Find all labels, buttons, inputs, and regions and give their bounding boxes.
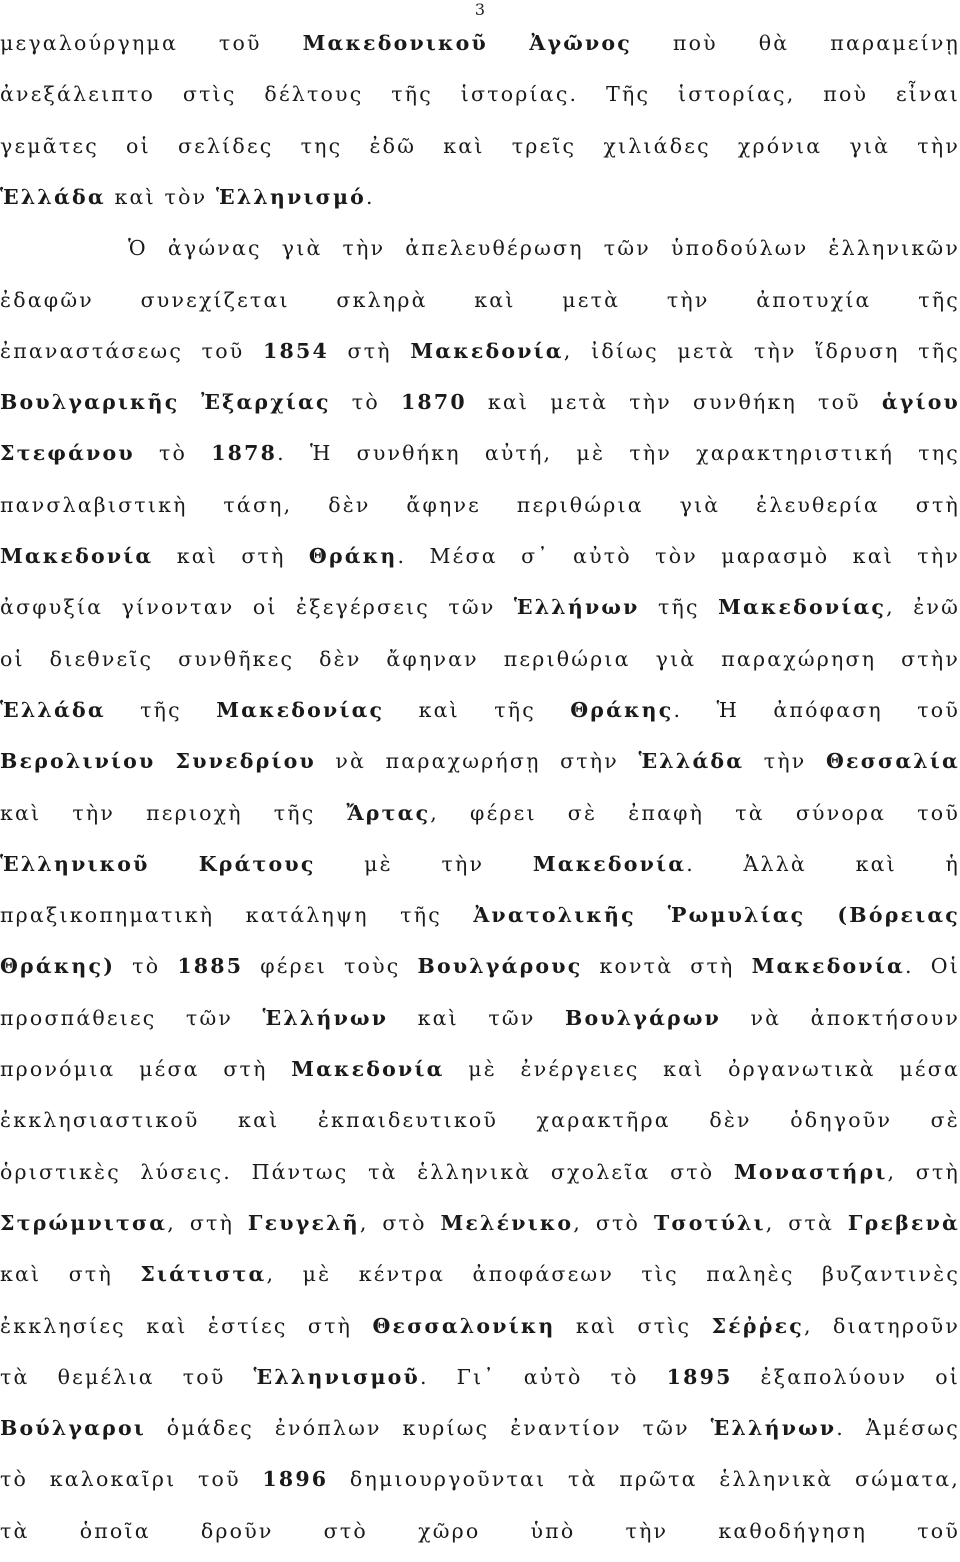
bold-term: Θεσσαλία	[825, 749, 960, 774]
text-run: κοντὰ στὴ	[582, 954, 752, 979]
text-run: καὶ τὸν	[105, 184, 217, 209]
text-line	[0, 1518, 960, 1544]
text-line	[0, 1466, 960, 1492]
bold-term: Ἑλληνισμό	[216, 184, 367, 209]
bold-term: Μελένικο	[440, 1210, 574, 1235]
bold-term: 1878	[211, 441, 278, 466]
text-run: καὶ τῶν	[388, 1005, 565, 1030]
bold-term: Ἑλληνισμοῦ	[253, 1364, 420, 1389]
text-line	[0, 1107, 960, 1133]
text-run: ἐκκλησίες καὶ ἑστίες στὴ	[0, 1313, 373, 1338]
text-run: καὶ στὴ	[153, 544, 309, 568]
text-run: . Οἱ	[904, 954, 960, 979]
text-run: τὸ καλοκαῖρι τοῦ	[0, 1467, 263, 1492]
bold-term: Ἄρτας	[346, 800, 431, 825]
bold-term: Μακεδονίας	[216, 697, 385, 722]
text-run: τὰ ὁποῖα δροῦν στὸ χῶρο ὑπὸ τὴν καθοδήγηση τοῦ	[0, 1518, 960, 1543]
text-line	[0, 800, 960, 826]
text-run: ἀνεξάλειπτο στὶς δέλτους τῆς ἱστορίας. Τῆς ἱστορίας, ποὺ εἶναι	[0, 82, 960, 107]
bold-term: 1870	[400, 390, 467, 415]
text-line	[128, 235, 960, 261]
text-run: .	[366, 184, 375, 209]
text-run: , φέρει σὲ ἐπαφὴ τὰ σύνορα τοῦ	[430, 800, 960, 825]
text-run: μὲ τὴν	[315, 851, 533, 876]
text-line	[0, 30, 960, 56]
bold-term: Μακεδονίας	[718, 595, 887, 620]
bold-term: Βουλγαρικῆς Ἐξαρχίας	[0, 390, 331, 415]
text-line	[0, 1415, 960, 1441]
text-line	[0, 1261, 960, 1287]
text-run: πανσλαβιστικὴ τάση, δὲν ἄφηνε περιθώρια γιὰ ἐλευθερία στὴ	[0, 492, 960, 517]
bold-term: Θράκη	[308, 544, 398, 568]
text-line	[0, 594, 960, 620]
bold-term: Βερολινίου Συνεδρίου	[0, 749, 316, 774]
bold-term: Μακεδονία	[532, 851, 687, 876]
text-run: δημιουργοῦνται τὰ πρῶτα ἑλληνικὰ σώματα,	[328, 1467, 960, 1492]
bold-term: 1896	[262, 1467, 329, 1492]
text-line	[0, 338, 960, 364]
text-run: μεγαλούργημα τοῦ	[0, 31, 303, 55]
text-line	[0, 389, 960, 415]
text-run: στὴ	[328, 338, 411, 363]
bold-term: Μακεδονικοῦ Ἀγῶνος	[302, 31, 632, 55]
bold-term: Ἑλλήνων	[513, 595, 640, 620]
text-run: καὶ στὶς	[555, 1313, 712, 1338]
text-line	[0, 1005, 960, 1031]
text-line	[0, 133, 960, 159]
bold-term: Θράκης	[570, 697, 674, 722]
text-run: προσπάθειες τῶν	[0, 1005, 263, 1030]
text-run: νὰ ἀποκτήσουν	[721, 1005, 960, 1030]
bold-term: Ἑλλήνων	[262, 1005, 389, 1030]
text-run: τὰ θεμέλια τοῦ	[0, 1364, 254, 1389]
text-run: φέρει τοὺς	[243, 954, 418, 979]
text-run: , στὰ	[765, 1210, 848, 1235]
text-line	[0, 902, 960, 928]
text-run: ποὺ θὰ παραμείνῃ	[631, 31, 960, 55]
bold-term: Θεσσαλονίκη	[372, 1313, 556, 1338]
text-line	[0, 81, 960, 107]
text-run: , ἐνῶ	[886, 595, 960, 620]
text-line	[0, 1364, 960, 1390]
text-line	[0, 953, 960, 979]
text-run: καὶ τὴν περιοχὴ τῆς	[0, 800, 347, 825]
bold-term: Βουλγάρων	[564, 1005, 722, 1030]
bold-term: Μακεδονία	[291, 1057, 445, 1081]
bold-term: Μακεδονία	[751, 954, 905, 979]
bold-term: Στρώμνιτσα	[0, 1210, 168, 1235]
text-run: , μὲ κέντρα ἀποφάσεων τὶς παληὲς βυζαντινὲς	[266, 1262, 960, 1287]
bold-term: Γρεβενὰ	[847, 1210, 960, 1235]
text-run: οἱ διεθνεῖς συνθῆκες δὲν ἄφηναν περιθώρια γιὰ παραχώρηση στὴν	[0, 646, 960, 671]
bold-term: Γευγελῆ	[247, 1210, 360, 1235]
text-line	[0, 1210, 960, 1236]
text-run: νὰ παραχωρήσῃ στὴν	[315, 749, 639, 774]
text-line	[0, 440, 960, 466]
text-run: , ἰδίως μετὰ τὴν ἵδρυση τῆς	[563, 338, 960, 363]
text-line	[0, 1313, 960, 1339]
text-run: πραξικοπηματικὴ κατάληψη τῆς	[0, 903, 474, 928]
text-line	[0, 748, 960, 774]
bold-term: Στεφάνου	[0, 441, 135, 466]
text-run: , στὸ	[573, 1210, 654, 1235]
text-run: καὶ μετὰ τὴν συνθήκη τοῦ	[466, 390, 882, 415]
bold-term: 1854	[263, 338, 329, 363]
bold-term: Ἑλλάδα	[0, 697, 106, 722]
text-run: μὲ ἐνέργειες καὶ ὀργανωτικὰ μέσα	[444, 1057, 960, 1081]
bold-term: 1885	[177, 954, 244, 979]
bold-term: Ἑλλάδα	[638, 749, 745, 774]
text-run: ὁριστικὲς λύσεις. Πάντως τὰ ἑλληνικὰ σχολεῖα στὸ	[0, 1159, 734, 1184]
text-line	[0, 492, 960, 518]
bold-term: Βούλγαροι	[0, 1416, 146, 1441]
text-run: καὶ στὴ	[0, 1262, 141, 1287]
text-run: ἐκκλησιαστικοῦ καὶ ἐκπαιδευτικοῦ χαρακτῆρα δὲν ὁδηγοῦν σὲ	[0, 1108, 960, 1133]
bold-term: 1895	[666, 1364, 733, 1389]
text-line	[0, 697, 960, 723]
page-number: 3	[474, 0, 486, 19]
text-line	[0, 287, 960, 313]
text-run: Ὁ ἀγώνας γιὰ τὴν ἀπελευθέρωση τῶν ὑποδούλων ἑλληνικῶν	[128, 236, 960, 261]
bold-term: Μακεδονία	[410, 338, 564, 363]
text-run: καὶ τῆς	[384, 697, 571, 722]
text-line	[0, 184, 960, 210]
text-run: ἀσφυξία γίνονταν οἱ ἐξεγέρσεις τῶν	[0, 595, 514, 620]
text-run: τὸ	[115, 954, 178, 979]
text-run: τῆς	[639, 595, 719, 620]
text-run: , στὸ	[359, 1210, 441, 1235]
bold-term: Θράκης)	[0, 954, 116, 979]
text-run: τὴν	[744, 749, 826, 774]
bold-term: Ἑλλάδα	[0, 184, 106, 209]
text-line	[0, 543, 960, 569]
text-run: γεμᾶτες οἱ σελίδες της ἐδῶ καὶ τρεῖς χιλιάδες χρόνια γιὰ τὴν	[0, 133, 960, 158]
text-run: ἐδαφῶν συνεχίζεται σκληρὰ καὶ μετὰ τὴν ἀποτυχία τῆς	[0, 287, 960, 312]
text-run: . Ἀμέσως	[836, 1416, 960, 1441]
text-line	[0, 1159, 960, 1185]
bold-term: Μακεδονία	[0, 544, 154, 568]
bold-term: ἁγίου	[881, 390, 960, 415]
text-line	[0, 1056, 960, 1082]
text-run: . Γι᾽ αὐτὸ τὸ	[419, 1364, 667, 1389]
text-run: . Μέσα σ᾽ αὐτὸ τὸν μαρασμὸ καὶ τὴν	[397, 544, 960, 568]
text-run: τὸ	[330, 390, 401, 415]
bold-term: Μοναστήρι	[733, 1159, 888, 1184]
bold-term: Βουλγάρους	[417, 954, 583, 979]
text-run: ἐξαπολύουν οἱ	[732, 1364, 960, 1389]
bold-term: Σέῤῥες	[711, 1313, 804, 1338]
text-line	[0, 851, 960, 877]
text-run: . Ἡ συνθήκη αὐτή, μὲ τὴν χαρακτηριστική της	[277, 441, 960, 466]
text-run: ὁμάδες ἐνόπλων κυρίως ἐναντίον τῶν	[145, 1416, 711, 1441]
bold-term: Ἀνατολικῆς Ῥωμυλίας (Βόρειας	[473, 903, 960, 928]
text-run: ἐπαναστάσεως τοῦ	[0, 338, 264, 363]
text-run: τὸ	[134, 441, 212, 466]
text-run: , διατηροῦν	[803, 1313, 960, 1338]
bold-term: Ἑλλήνων	[710, 1416, 837, 1441]
bold-term: Τσοτύλι	[653, 1210, 766, 1235]
text-run: . Ἀλλὰ καὶ ἡ	[686, 851, 960, 876]
bold-term: Ἑλληνικοῦ Κράτους	[0, 851, 316, 876]
text-run: προνόμια μέσα στὴ	[0, 1057, 292, 1081]
text-line	[0, 646, 960, 672]
bold-term: Σιάτιστα	[140, 1262, 267, 1287]
text-run: τῆς	[105, 697, 217, 722]
text-run: , στὴ	[887, 1159, 960, 1184]
text-run: . Ἡ ἀπόφαση τοῦ	[673, 697, 960, 722]
text-run: , στὴ	[167, 1210, 248, 1235]
